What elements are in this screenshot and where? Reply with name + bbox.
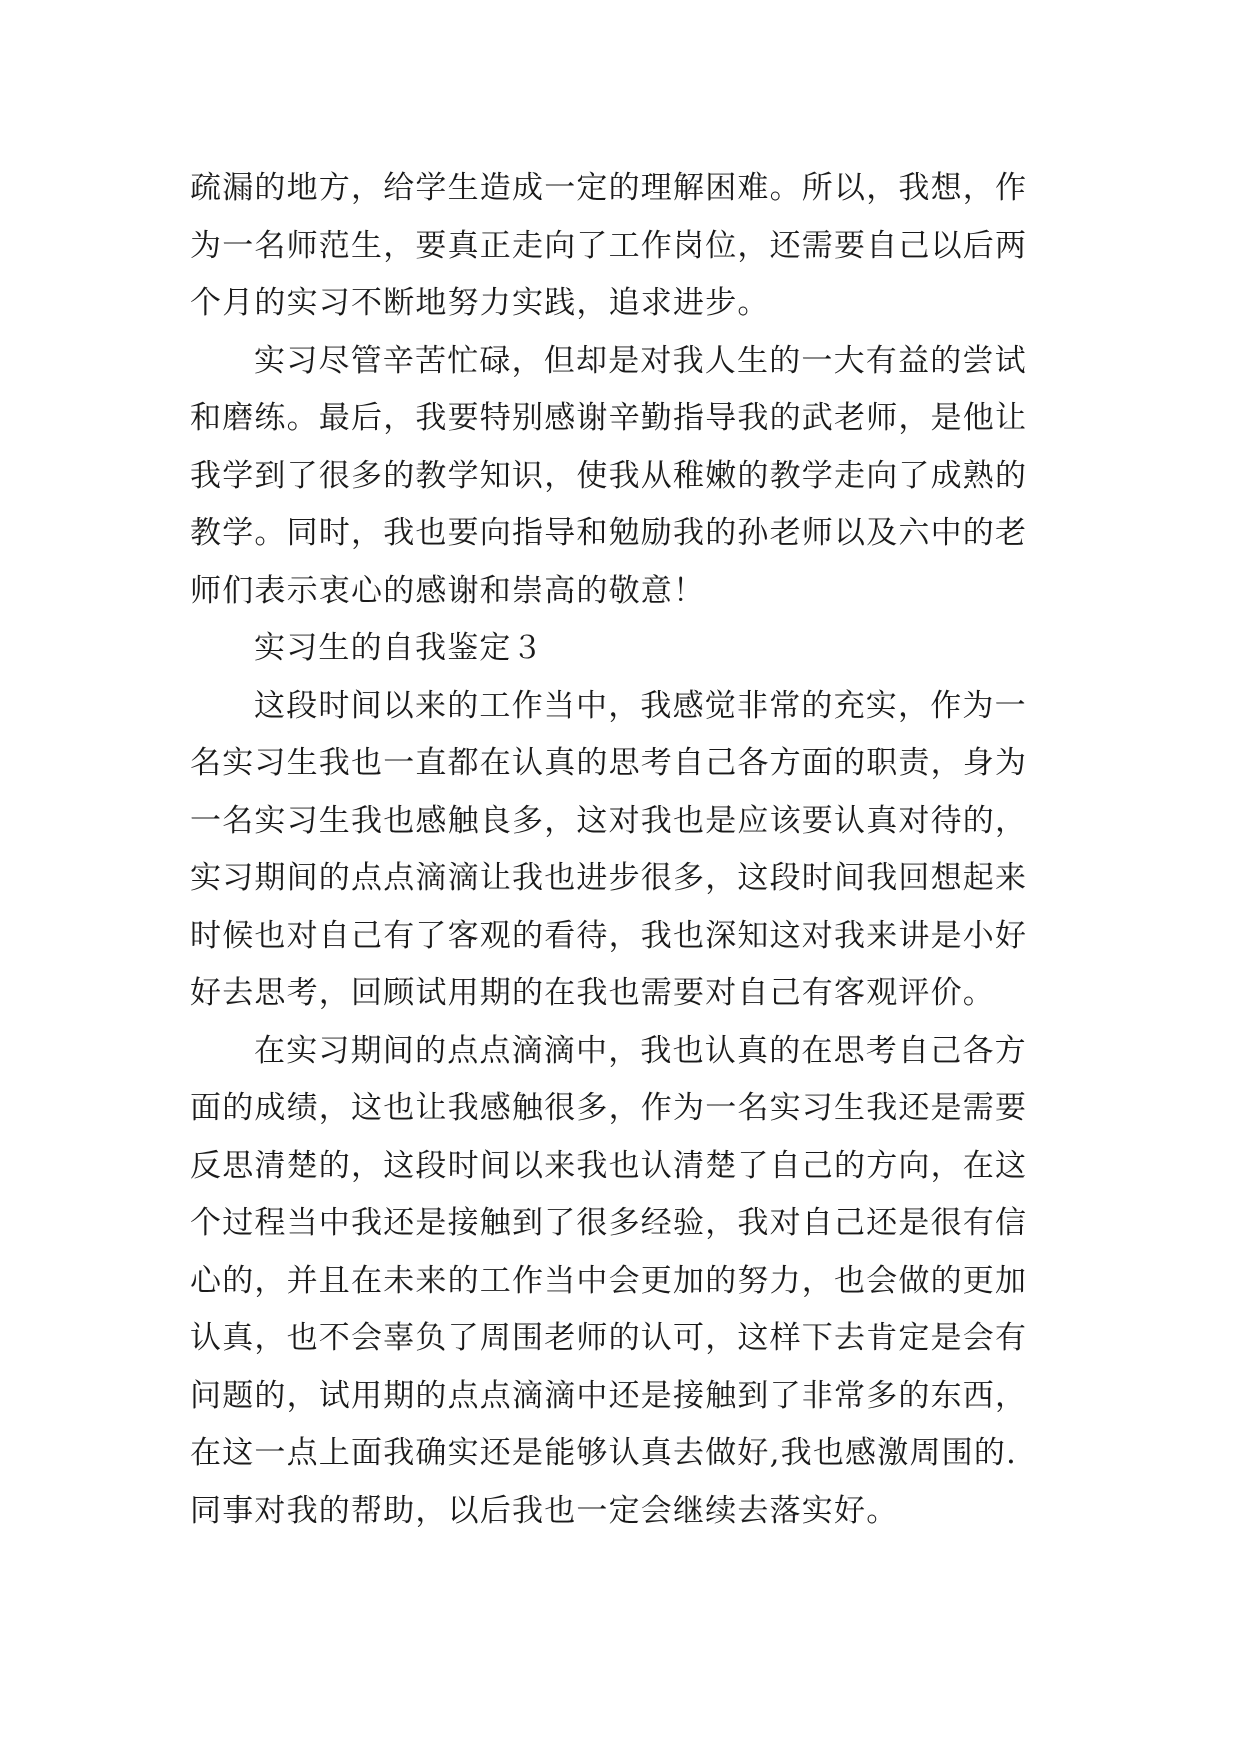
text-line-15: 好去思考，回顾试用期的在我也需要对自己有客观评价。 — [190, 975, 995, 1011]
text-line-22: 问题的，试用期的点点滴滴中还是接触到了非常多的东西， — [190, 1377, 1028, 1414]
text-line-17: 面的成绩，这也让我感触很多，作为一名实习生我还是需要 — [190, 1090, 1028, 1126]
text-line-4: 实习尽管辛苦忙碌，但却是对我人生的一大有益的尝试 — [254, 342, 1027, 379]
text-line-6: 我学到了很多的教学知识，使我从稚嫩的教学走向了成熟的 — [190, 457, 1028, 494]
text-line-18: 反思清楚的，这段时间以来我也认清楚了自己的方向，在这 — [190, 1147, 1028, 1184]
text-line-10: 这段时间以来的工作当中，我感觉非常的充实，作为一 — [254, 687, 1027, 724]
text-line-19: 个过程当中我还是接触到了很多经验，我对自己还是很有信 — [190, 1205, 1028, 1241]
text-line-20: 心的，并且在未来的工作当中会更加的努力，也会做的更加 — [190, 1262, 1028, 1299]
text-line-24: 同事对我的帮助，以后我也一定会继续去落实好。 — [190, 1492, 899, 1529]
text-line-1: 疏漏的地方，给学生造成一定的理解困难。所以，我想，作 — [190, 170, 1028, 206]
text-line-3: 个月的实习不断地努力实践，追求进步。 — [190, 285, 770, 321]
text-line-12: 一名实习生我也感触良多，这对我也是应该要认真对待的， — [190, 802, 1028, 839]
text-line-5: 和磨练。最后，我要特别感谢辛勤指导我的武老师，是他让 — [190, 400, 1028, 436]
text-line-14: 时候也对自己有了客观的看待，我也深知这对我来讲是小好 — [190, 917, 1028, 954]
text-line-16: 在实习期间的点点滴滴中，我也认真的在思考自己各方 — [254, 1032, 1027, 1069]
text-line-7: 教学。同时，我也要向指导和勉励我的孙老师以及六中的老 — [190, 515, 1028, 551]
section-heading: 实习生的自我鉴定３ — [254, 630, 544, 666]
text-line-11: 名实习生我也一直都在认真的思考自己各方面的职责，身为 — [190, 745, 1028, 781]
text-line-13: 实习期间的点点滴滴让我也进步很多，这段时间我回想起来 — [190, 860, 1028, 896]
text-line-21: 认真，也不会辜负了周围老师的认可，这样下去肯定是会有 — [190, 1320, 1028, 1356]
document-body — [190, 160, 1055, 1540]
text-line-2: 为一名师范生，要真正走向了工作岗位，还需要自己以后两 — [190, 227, 1028, 264]
text-line-8: 师们表示衷心的感谢和崇高的敬意！ — [190, 572, 706, 609]
text-line-23: 在这一点上面我确实还是能够认真去做好,我也感激周围的. — [190, 1435, 1018, 1471]
